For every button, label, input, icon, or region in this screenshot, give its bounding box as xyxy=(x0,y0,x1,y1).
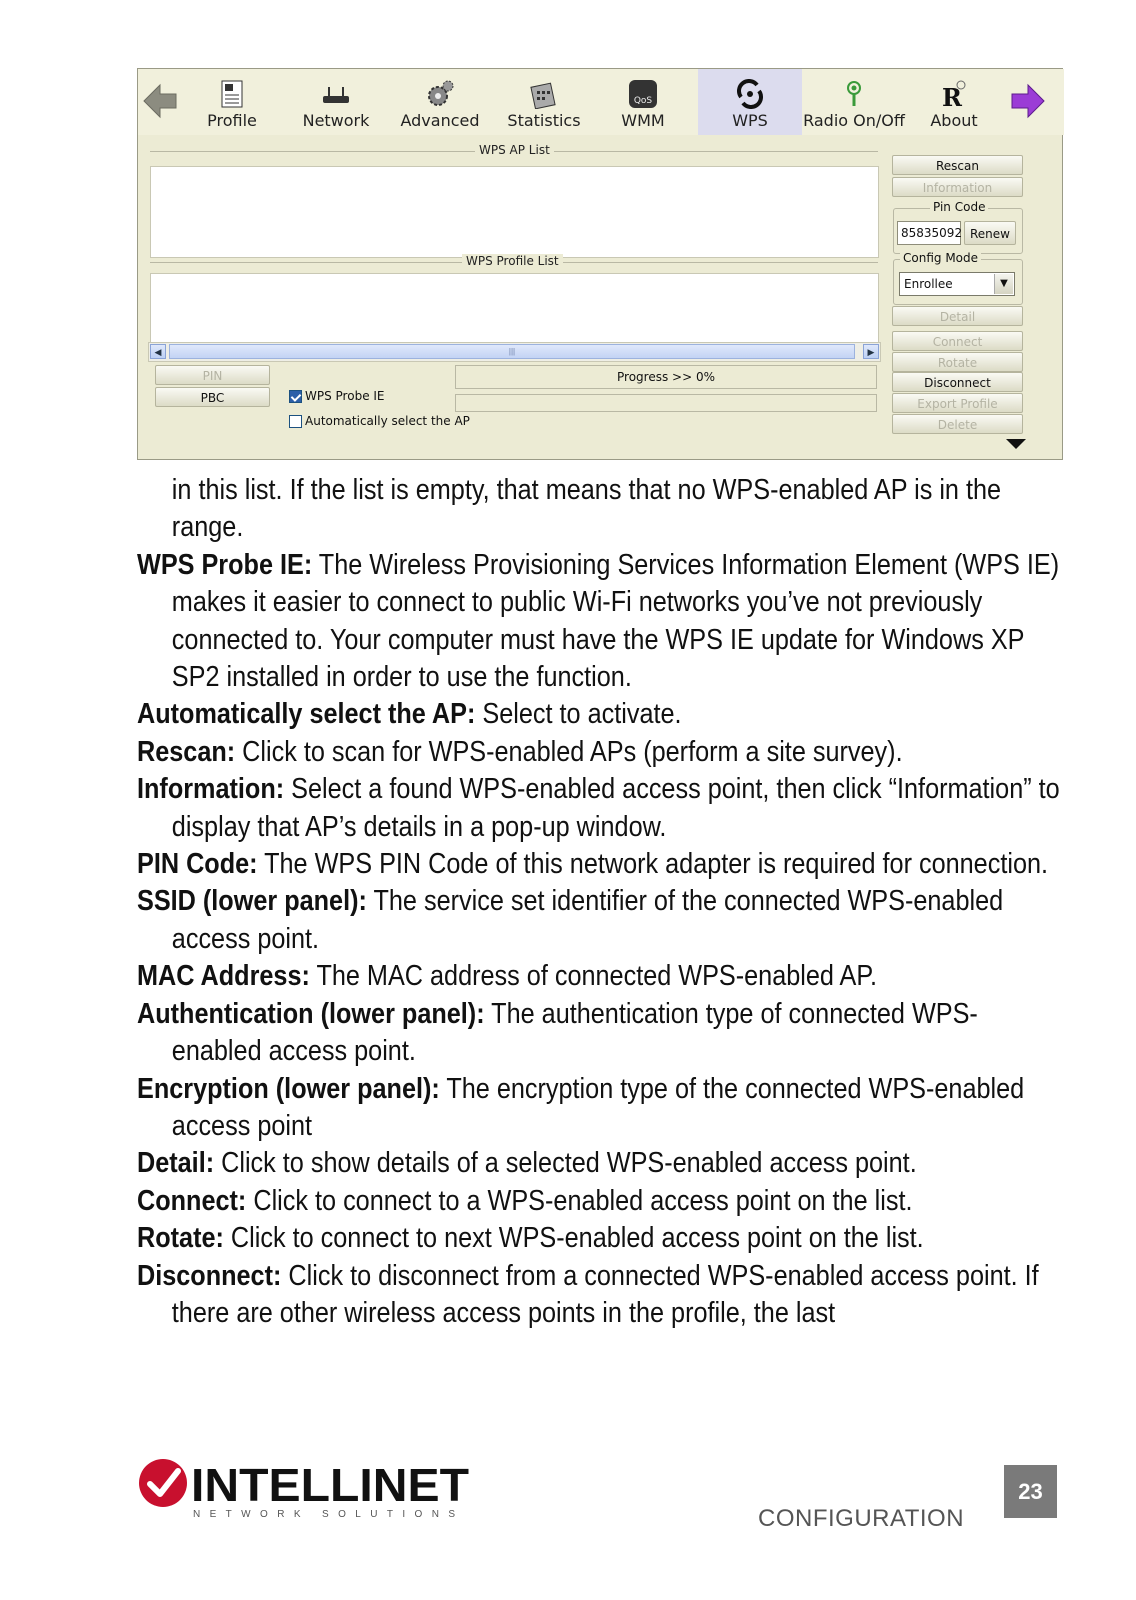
disconnect-button[interactable]: Disconnect xyxy=(892,372,1023,392)
term: Information: xyxy=(137,773,285,806)
paragraph-text: Click to connect to next WPS-enabled access point on the list. xyxy=(223,1222,924,1255)
intellinet-logo xyxy=(137,1457,477,1519)
toolbar-label: WPS xyxy=(732,111,768,130)
term: Rotate: xyxy=(137,1222,224,1255)
term: SSID (lower panel): xyxy=(137,885,367,918)
config-mode-select[interactable] xyxy=(899,272,1015,296)
paragraph-text: Select to activate. xyxy=(475,698,682,731)
toolbar-item-radio[interactable] xyxy=(800,69,908,135)
config-mode-value: Enrollee xyxy=(904,277,953,291)
term: MAC Address: xyxy=(137,960,310,993)
pbc-button[interactable]: PBC xyxy=(155,387,270,407)
toolbar-label: WMM xyxy=(621,111,665,130)
rotate-button[interactable]: Rotate xyxy=(892,352,1023,372)
statistics-icon xyxy=(529,79,559,109)
term: Encryption (lower panel): xyxy=(137,1072,440,1105)
toolbar-item-profile[interactable] xyxy=(196,69,268,135)
paragraph xyxy=(137,958,1067,995)
toolbar-label: About xyxy=(930,111,978,130)
profile-list-title: WPS Profile List xyxy=(462,254,563,268)
paragraph xyxy=(137,846,1067,883)
svg-text:R: R xyxy=(942,83,962,109)
toolbar-label: Advanced xyxy=(400,111,480,130)
wps-utility-screenshot xyxy=(137,68,1063,460)
toolbar-item-wmm[interactable] xyxy=(608,69,678,135)
term: Disconnect: xyxy=(137,1259,282,1292)
toolbar-item-advanced[interactable] xyxy=(398,69,482,135)
paragraph-text: in this list. If the list is empty, that means that no WPS-enabled AP is in the range. xyxy=(171,474,1002,544)
toolbar-label: Radio On/Off xyxy=(803,111,905,130)
paragraph-text: The MAC address of connected WPS-enabled AP. xyxy=(309,960,877,993)
paragraph xyxy=(137,734,1067,771)
advanced-gear-icon xyxy=(425,79,455,109)
paragraph xyxy=(137,472,1067,547)
paragraph-text: The service set identifier of the connected WPS-enabled access point. xyxy=(171,885,1004,955)
paragraph xyxy=(137,1071,1067,1146)
back-arrow-icon[interactable] xyxy=(140,81,180,121)
page-number: 23 xyxy=(1004,1465,1057,1518)
wps-probe-ie-checkbox[interactable] xyxy=(289,389,385,403)
paragraph xyxy=(137,883,1067,958)
paragraph xyxy=(137,696,1067,733)
pin-button[interactable]: PIN xyxy=(155,365,270,385)
paragraph-text: Click to disconnect from a connected WPS-enabled access point. If there are other wireless access points in the profile, the last xyxy=(171,1259,1039,1329)
progress-text: Progress >> 0% xyxy=(617,370,715,384)
term: WPS Probe IE: xyxy=(137,548,313,581)
paragraph-text: The Wireless Provisioning Services Information Element (WPS IE) makes it easier to connect to public Wi-Fi networks you’ve not previously connected to. Your computer must have the WPS IE update for Windows XP SP2 installed in order to use the function. xyxy=(171,548,1060,694)
config-mode-title: Config Mode xyxy=(900,251,981,265)
paragraph-text: Click to show details of a selected WPS-enabled access point. xyxy=(214,1147,917,1180)
svg-text:QoS: QoS xyxy=(633,96,653,106)
checkbox-unchecked[interactable] xyxy=(289,415,302,428)
forward-arrow-icon[interactable] xyxy=(1008,81,1048,121)
wps-icon xyxy=(735,79,765,109)
paragraph xyxy=(137,547,1067,697)
paragraph-text: Select a found WPS-enabled access point, then click “Information” to display that AP’s details in a pop-up window. xyxy=(171,773,1060,843)
chevron-down-icon[interactable]: ▼ xyxy=(994,274,1013,294)
svg-text:INTELLINET: INTELLINET xyxy=(191,1459,469,1511)
pin-code-title: Pin Code xyxy=(930,200,988,214)
network-icon xyxy=(321,79,351,109)
wmm-qos-icon xyxy=(628,79,658,109)
paragraph xyxy=(137,1183,1067,1220)
paragraph-text: The authentication type of connected WPS-enabled access point. xyxy=(171,997,978,1068)
term: Automatically select the AP: xyxy=(137,698,476,731)
paragraph xyxy=(137,996,1067,1071)
profile-icon xyxy=(217,79,247,109)
expand-down-icon[interactable] xyxy=(1004,437,1028,451)
detail-button[interactable]: Detail xyxy=(892,306,1023,326)
term: Connect: xyxy=(137,1184,247,1217)
ap-list-title: WPS AP List xyxy=(475,143,554,157)
export-profile-button[interactable]: Export Profile xyxy=(892,393,1023,413)
paragraph xyxy=(137,771,1067,846)
term: Detail: xyxy=(137,1147,215,1180)
paragraph-text: Click to connect to a WPS-enabled access point on the list. xyxy=(246,1184,913,1217)
term: Authentication (lower panel): xyxy=(137,997,485,1030)
toolbar-label: Network xyxy=(302,111,370,130)
svg-text:NETWORK SOLUTIONS: NETWORK SOLUTIONS xyxy=(193,1509,467,1519)
checkbox-checked[interactable] xyxy=(289,390,302,403)
toolbar xyxy=(138,69,1064,135)
paragraph xyxy=(137,1220,1067,1257)
wps-profile-list[interactable] xyxy=(150,273,879,343)
connect-button[interactable]: Connect xyxy=(892,331,1023,351)
paragraph-text: The encryption type of the connected WPS-enabled access point xyxy=(171,1072,1025,1142)
status-field xyxy=(455,394,877,412)
paragraph-text: Click to scan for WPS-enabled APs (perform a site survey). xyxy=(235,735,903,768)
horizontal-scrollbar[interactable] xyxy=(148,342,881,362)
scroll-thumb[interactable]: ||| xyxy=(169,344,855,359)
body-text xyxy=(137,472,1067,1332)
toolbar-item-wps[interactable] xyxy=(698,69,802,135)
wps-probe-ie-label: WPS Probe IE xyxy=(305,389,385,403)
scroll-right-button[interactable]: ▶ xyxy=(863,344,879,359)
section-label: CONFIGURATION xyxy=(758,1505,965,1532)
paragraph xyxy=(137,1258,1067,1333)
delete-button[interactable]: Delete xyxy=(892,414,1023,434)
toolbar-label: Profile xyxy=(207,111,257,130)
about-icon xyxy=(939,79,969,109)
term: PIN Code: xyxy=(137,848,258,881)
toolbar-item-network[interactable] xyxy=(296,69,376,135)
term: Rescan: xyxy=(137,735,236,768)
toolbar-item-statistics[interactable] xyxy=(502,69,586,135)
information-button[interactable]: Information xyxy=(892,177,1023,197)
toolbar-item-about[interactable] xyxy=(920,69,988,135)
auto-select-ap-checkbox[interactable] xyxy=(289,414,470,428)
wps-ap-list[interactable] xyxy=(150,166,879,258)
pin-code-field: 85835092 xyxy=(897,221,961,245)
scroll-left-button[interactable]: ◀ xyxy=(150,344,166,359)
radio-icon xyxy=(839,79,869,109)
toolbar-label: Statistics xyxy=(507,111,581,130)
renew-button[interactable]: Renew xyxy=(964,221,1016,245)
auto-select-ap-label: Automatically select the AP xyxy=(305,414,470,428)
paragraph xyxy=(137,1145,1067,1182)
paragraph-text: The WPS PIN Code of this network adapter is required for connection. xyxy=(257,848,1049,881)
progress-bar xyxy=(455,365,877,389)
rescan-button[interactable]: Rescan xyxy=(892,155,1023,175)
